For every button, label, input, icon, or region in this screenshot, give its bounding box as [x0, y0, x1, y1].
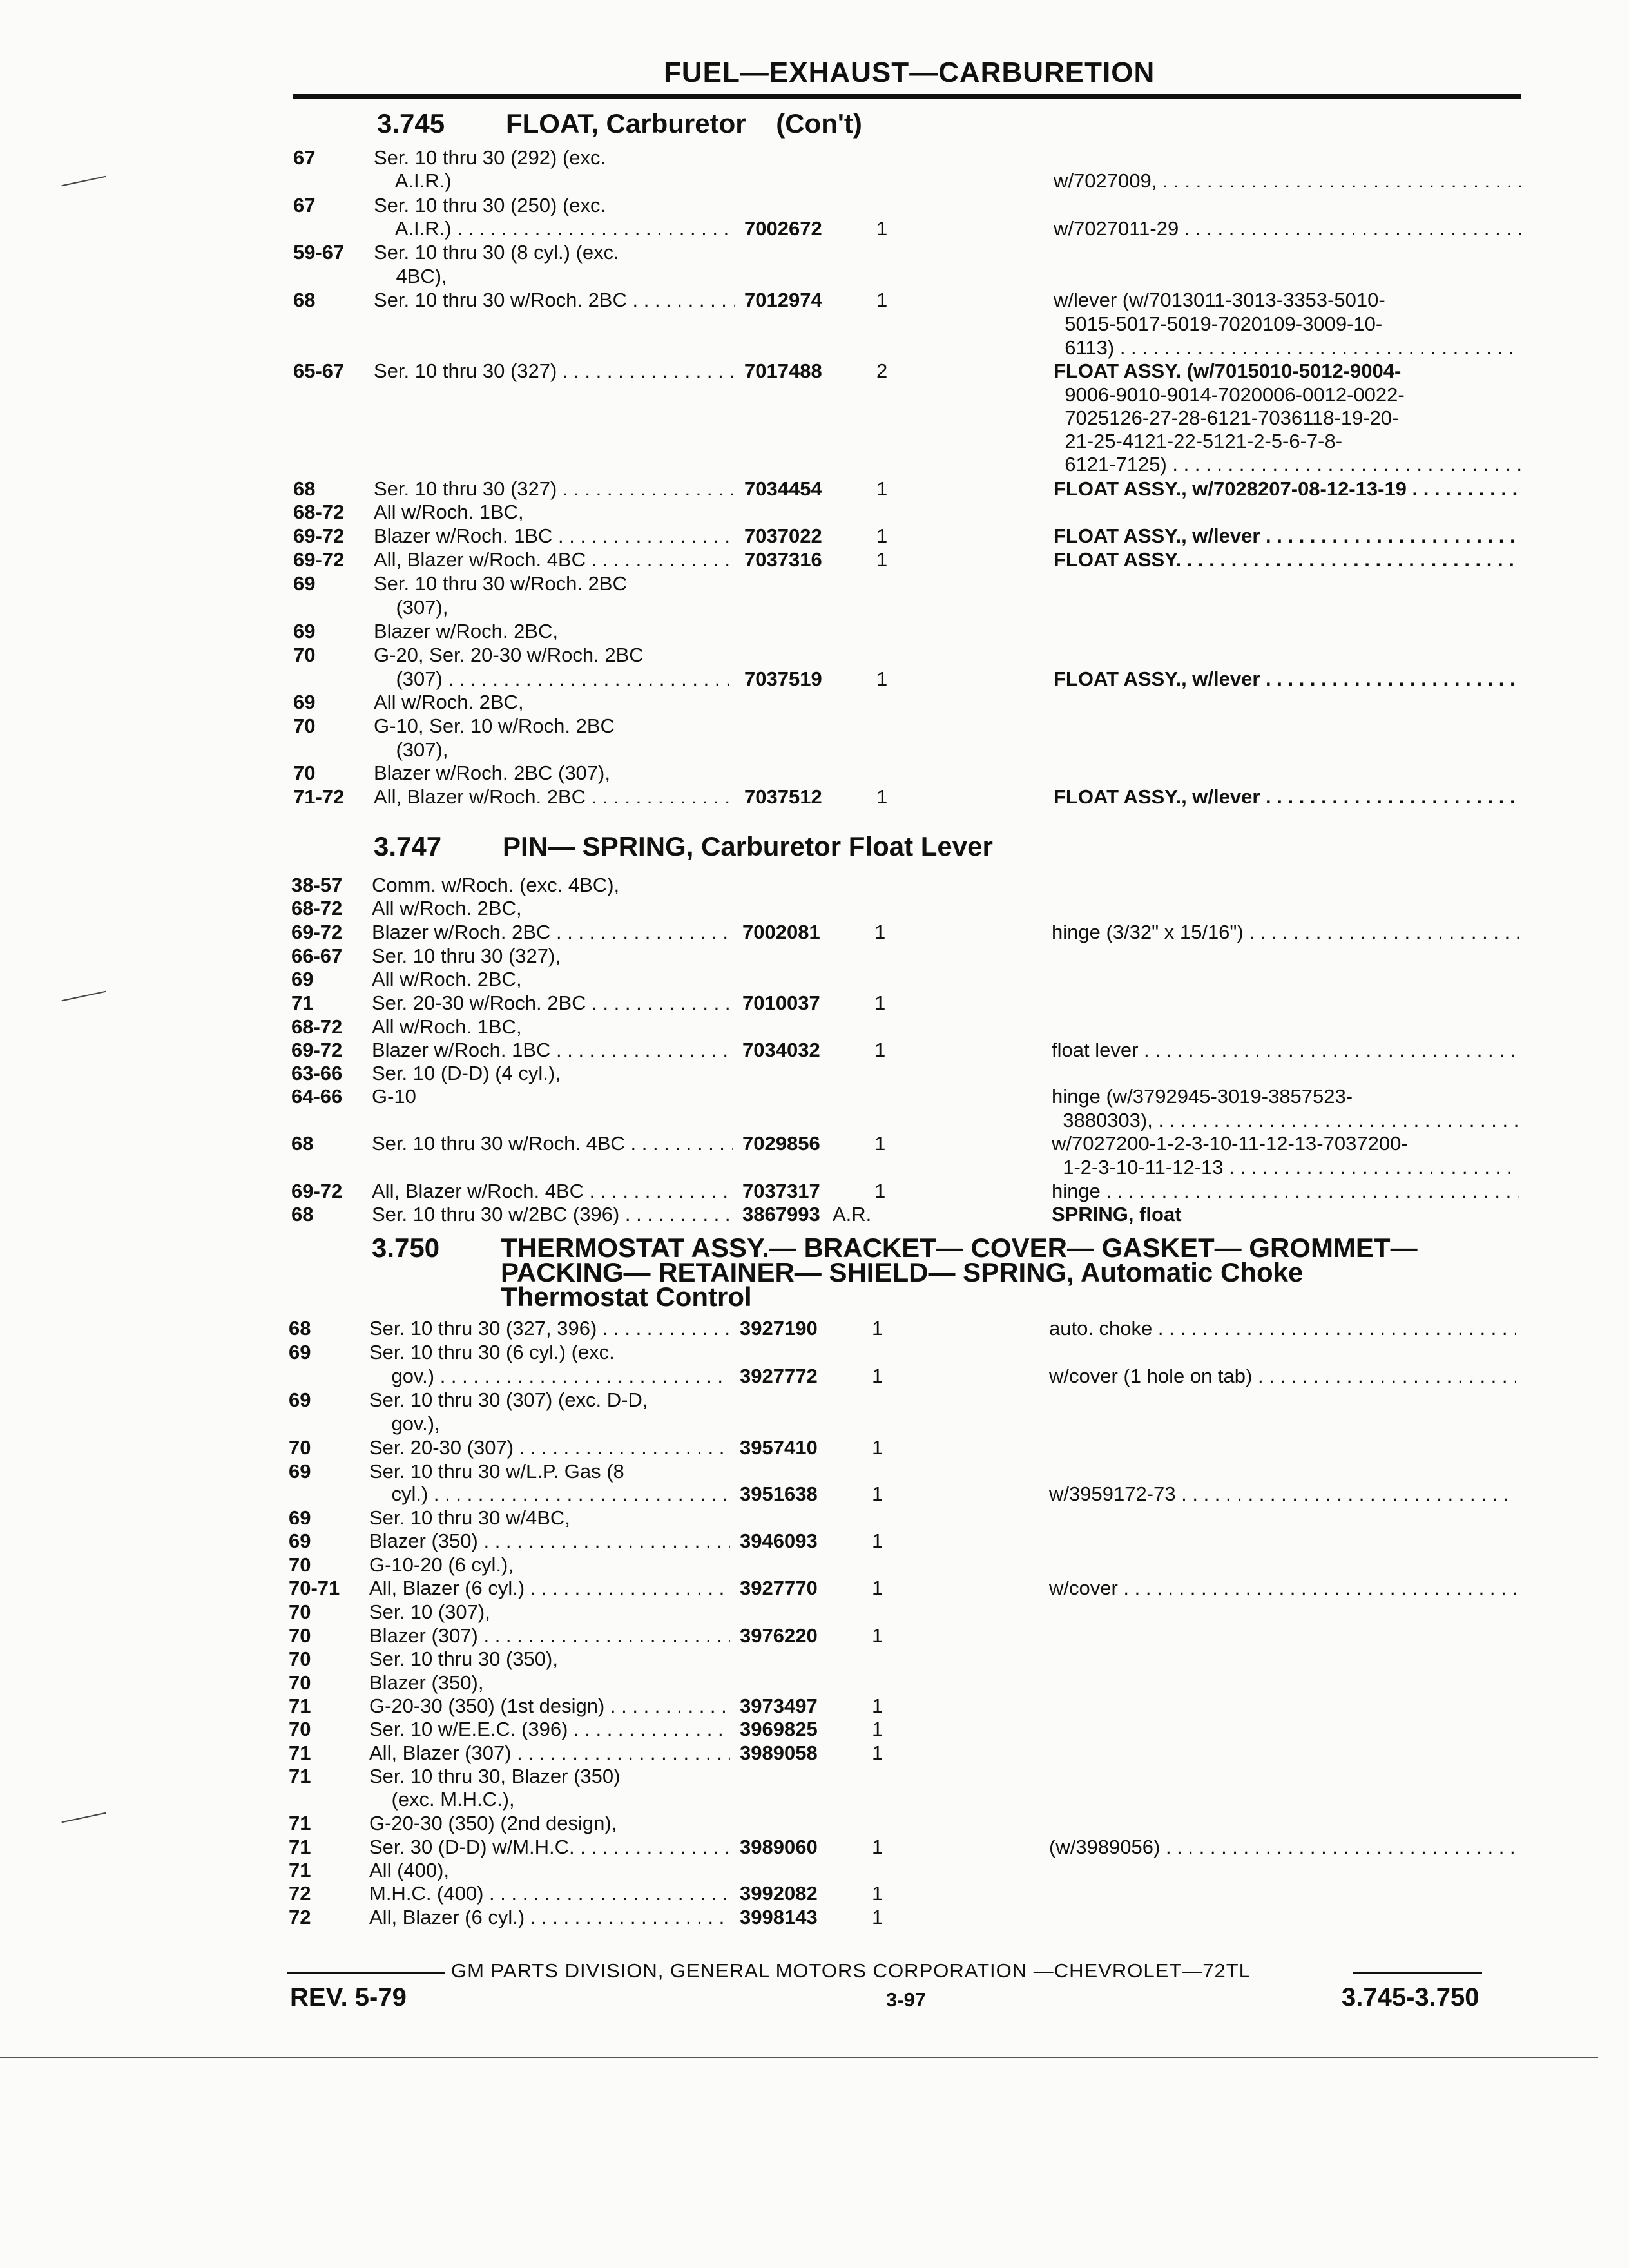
row-remarks: w/lever (w/7013011-3013-3353-5010- — [1054, 289, 1385, 311]
row-year: 71 — [289, 1812, 311, 1834]
section-title-3745: FLOAT, Carburetor (Con't) — [506, 108, 862, 139]
row-quantity: 1 — [872, 1882, 883, 1905]
parts-row — [289, 1671, 1519, 1695]
row-year: 69-72 — [291, 921, 343, 943]
row-application: (exc. M.H.C.), — [369, 1788, 515, 1811]
header-rule — [293, 94, 1521, 99]
row-application: 4BC), — [374, 265, 447, 287]
parts-row — [291, 1179, 1522, 1203]
row-part-number: 3989060 — [740, 1836, 818, 1858]
section-title-3750-line2: PACKING— RETAINER— SHIELD— SPRING, Automatic Choke — [501, 1257, 1304, 1287]
row-quantity: 1 — [874, 1180, 886, 1202]
row-application: Ser. 10 thru 30 (307) (exc. D-D, — [369, 1389, 648, 1411]
parts-row — [291, 944, 1522, 968]
parts-row — [293, 572, 1524, 595]
row-year: 63-66 — [291, 1062, 343, 1084]
row-year: 69 — [293, 691, 316, 713]
footer-page-number: 3-97 — [886, 1988, 927, 2011]
row-year: 71 — [289, 1695, 311, 1717]
row-part-number: 3998143 — [740, 1906, 818, 1928]
row-year: 68 — [289, 1317, 311, 1340]
row-year: 70 — [289, 1600, 311, 1623]
parts-row — [291, 896, 1522, 920]
parts-row — [291, 991, 1522, 1015]
row-remarks: 5015-5017-5019-7020109-3009-10- — [1054, 312, 1383, 335]
parts-row — [289, 1553, 1519, 1577]
row-remarks: auto. choke . . . — [1049, 1316, 1516, 1340]
row-remarks: 6113) . . . — [1054, 336, 1521, 360]
row-year: 38-57 — [291, 874, 343, 896]
parts-row — [289, 1576, 1519, 1600]
row-application: All (400), — [369, 1859, 450, 1881]
footer-corporation-line: GM PARTS DIVISION, GENERAL MOTORS CORPORATION —CHEVROLET—72TL — [451, 1959, 1251, 1982]
row-quantity: 1 — [872, 1436, 883, 1459]
row-application: Ser. 10 thru 30 w/2BC (396) . . . — [372, 1202, 733, 1226]
row-remarks: 3880303), . . . — [1052, 1108, 1519, 1132]
row-year: 70 — [293, 715, 316, 737]
row-year: 69 — [293, 572, 316, 595]
parts-row — [293, 264, 1524, 288]
parts-row — [291, 1155, 1522, 1179]
row-year: 59-67 — [293, 241, 345, 264]
row-application: Ser. 10 thru 30 w/L.P. Gas (8 — [369, 1460, 624, 1483]
row-year: 67 — [293, 146, 316, 169]
row-year: 69 — [293, 620, 316, 642]
row-application: cyl.) . . . — [369, 1482, 730, 1506]
parts-row — [289, 1316, 1519, 1340]
parts-row — [289, 1600, 1519, 1624]
parts-row — [289, 1717, 1519, 1741]
row-remarks: w/7027009, . . . — [1054, 169, 1521, 193]
row-application: Ser. 20-30 w/Roch. 2BC . . . — [372, 991, 733, 1015]
parts-row — [293, 785, 1524, 809]
punch-mark — [62, 991, 106, 1002]
parts-row — [289, 1811, 1519, 1835]
parts-row — [289, 1881, 1519, 1905]
parts-row — [293, 524, 1524, 548]
row-quantity: 1 — [872, 1483, 883, 1505]
row-remarks: FLOAT ASSY., w/lever . . . — [1054, 524, 1521, 548]
row-remarks: w/cover . . . — [1049, 1576, 1516, 1600]
row-application: G-10-20 (6 cyl.), — [369, 1553, 514, 1576]
row-year: 71 — [291, 992, 314, 1014]
parts-row — [291, 1108, 1522, 1132]
row-application: gov.) . . . — [369, 1364, 730, 1388]
row-part-number: 3927190 — [740, 1317, 818, 1340]
row-application: Blazer (350) . . . — [369, 1529, 730, 1553]
row-quantity: 1 — [876, 524, 888, 547]
parts-row — [289, 1835, 1519, 1859]
row-year: 71 — [289, 1765, 311, 1787]
row-part-number: 7037316 — [744, 548, 822, 571]
row-remarks: w/3959172-73 . . . — [1049, 1482, 1516, 1506]
row-application: Ser. 10 thru 30 (327) . . . — [374, 359, 735, 383]
row-year: 69-72 — [291, 1039, 343, 1061]
row-year: 68 — [293, 477, 316, 500]
row-application: gov.), — [369, 1412, 440, 1435]
parts-row — [293, 452, 1524, 476]
parts-row — [289, 1858, 1519, 1882]
row-application: All, Blazer w/Roch. 4BC . . . — [374, 548, 735, 572]
section-title-3747: PIN— SPRING, Carburetor Float Lever — [503, 831, 993, 861]
row-year: 68-72 — [293, 501, 345, 523]
row-quantity: 2 — [876, 360, 888, 382]
row-year: 64-66 — [291, 1085, 343, 1108]
parts-row — [293, 383, 1524, 407]
row-application: All w/Roch. 2BC, — [372, 897, 522, 919]
parts-row — [293, 477, 1524, 501]
row-part-number: 3946093 — [740, 1530, 818, 1552]
row-application: Comm. w/Roch. (exc. 4BC), — [372, 874, 620, 896]
row-year: 69-72 — [293, 524, 345, 547]
row-part-number: 7037022 — [744, 524, 822, 547]
row-year: 70 — [293, 644, 316, 666]
row-year: 72 — [289, 1906, 311, 1928]
parts-row — [291, 967, 1522, 991]
row-application: Ser. 10 (D-D) (4 cyl.), — [372, 1062, 561, 1084]
row-application: Ser. 10 thru 30 w/Roch. 2BC . . . — [374, 288, 735, 312]
parts-row — [289, 1529, 1519, 1553]
footer-revision: REV. 5-79 — [290, 1983, 407, 2012]
footer-rule-right — [1353, 1972, 1482, 1974]
row-remarks: w/7027200-1-2-3-10-11-12-13-7037200- — [1052, 1132, 1408, 1155]
parts-row — [289, 1388, 1519, 1412]
row-application: Blazer w/Roch. 1BC . . . — [372, 1038, 733, 1062]
row-remarks: 21-25-4121-22-5121-2-5-6-7-8- — [1054, 430, 1343, 452]
row-part-number: 7037519 — [744, 668, 822, 690]
row-application: All, Blazer (6 cyl.) . . . — [369, 1576, 730, 1600]
row-quantity: 1 — [872, 1836, 883, 1858]
row-application: G-10, Ser. 10 w/Roch. 2BC — [374, 715, 615, 737]
row-year: 70 — [289, 1648, 311, 1670]
parts-row — [293, 288, 1524, 312]
row-year: 68 — [291, 1203, 314, 1225]
row-application: G-20-30 (350) (2nd design), — [369, 1812, 617, 1834]
row-year: 68 — [293, 289, 316, 311]
row-quantity: 1 — [872, 1906, 883, 1928]
row-remarks: hinge (w/3792945-3019-3857523- — [1052, 1085, 1353, 1108]
row-remarks: 7025126-27-28-6121-7036118-19-20- — [1054, 407, 1399, 429]
row-quantity: 1 — [872, 1530, 883, 1552]
row-year: 69 — [289, 1460, 311, 1483]
row-quantity: 1 — [872, 1317, 883, 1340]
row-remarks: 6121-7125) . . . — [1054, 452, 1521, 476]
section-number-3745: 3.745 — [377, 108, 445, 139]
parts-row — [293, 336, 1524, 360]
row-application: All w/Roch. 1BC, — [374, 501, 524, 523]
row-application: (307) . . . — [374, 667, 735, 691]
row-quantity: 1 — [872, 1624, 883, 1647]
parts-row — [289, 1764, 1519, 1788]
row-remarks: float lever . . . — [1052, 1038, 1519, 1062]
row-application: (307), — [374, 596, 448, 619]
row-application: Ser. 20-30 (307) . . . — [369, 1436, 730, 1459]
parts-row — [291, 1038, 1522, 1062]
row-quantity: 1 — [876, 289, 888, 311]
parts-row — [293, 761, 1524, 785]
row-year: 68-72 — [291, 1015, 343, 1038]
row-application: Ser. 10 thru 30 (327, 396) . . . — [369, 1316, 730, 1340]
row-application: All, Blazer w/Roch. 4BC . . . — [372, 1179, 733, 1203]
row-application: Ser. 10 thru 30 (327), — [372, 945, 561, 967]
parts-row — [293, 406, 1524, 430]
parts-row — [291, 1015, 1522, 1039]
row-year: 70 — [289, 1553, 311, 1576]
row-year: 70 — [289, 1718, 311, 1740]
row-quantity: 1 — [874, 1132, 886, 1155]
section-title-3750-line1: THERMOSTAT ASSY.— BRACKET— COVER— GASKET— GROMMET— — [501, 1233, 1418, 1263]
section-number-3747: 3.747 — [374, 831, 442, 861]
punch-mark — [62, 176, 106, 187]
parts-row — [293, 146, 1524, 169]
row-application: Blazer w/Roch. 2BC . . . — [372, 920, 733, 944]
footer-section-range: 3.745-3.750 — [1342, 1983, 1480, 2012]
row-application: G-20, Ser. 20-30 w/Roch. 2BC — [374, 644, 644, 666]
row-part-number: 7002672 — [744, 217, 822, 240]
parts-row — [293, 429, 1524, 453]
row-quantity: 1 — [872, 1718, 883, 1740]
row-quantity: 1 — [872, 1577, 883, 1599]
row-application: A.I.R.) . . . — [374, 216, 735, 240]
row-application: Ser. 10 thru 30 (8 cyl.) (exc. — [374, 241, 619, 264]
parts-row — [293, 619, 1524, 643]
parts-row — [289, 1647, 1519, 1671]
row-year: 69 — [289, 1506, 311, 1529]
row-application: Blazer w/Roch. 1BC . . . — [374, 524, 735, 548]
row-part-number: 3927772 — [740, 1365, 818, 1387]
row-part-number: 3989058 — [740, 1742, 818, 1764]
row-quantity: 1 — [874, 992, 886, 1014]
row-part-number: 3973497 — [740, 1695, 818, 1717]
row-quantity: 1 — [872, 1695, 883, 1717]
parts-row — [289, 1340, 1519, 1364]
row-application: All, Blazer w/Roch. 2BC . . . — [374, 785, 735, 809]
parts-row — [289, 1364, 1519, 1388]
parts-row — [293, 169, 1524, 193]
row-quantity: 1 — [876, 217, 888, 240]
row-year: 71-72 — [293, 785, 345, 808]
punch-mark — [62, 1812, 106, 1823]
row-remarks: FLOAT ASSY., w/lever . . . — [1054, 785, 1521, 809]
parts-row — [289, 1436, 1519, 1459]
parts-row — [289, 1624, 1519, 1648]
row-year: 70 — [289, 1671, 311, 1694]
row-remarks: w/7027011-29 . . . — [1054, 216, 1521, 240]
row-part-number: 7002081 — [742, 921, 820, 943]
row-application: Ser. 10 thru 30 w/4BC, — [369, 1506, 570, 1529]
row-year: 70-71 — [289, 1577, 340, 1599]
parts-row — [291, 1202, 1522, 1226]
row-application: Ser. 10 thru 30 (292) (exc. — [374, 146, 606, 169]
row-year: 69 — [289, 1389, 311, 1411]
row-quantity: 1 — [876, 785, 888, 808]
parts-row — [289, 1506, 1519, 1530]
row-application: G-20-30 (350) (1st design) . . . — [369, 1694, 730, 1718]
parts-row — [293, 595, 1524, 619]
row-application: Ser. 10 w/E.E.C. (396) . . . — [369, 1717, 730, 1741]
row-application: A.I.R.) — [374, 169, 452, 192]
parts-row — [293, 738, 1524, 762]
row-application: Blazer (307) . . . — [369, 1624, 730, 1648]
row-application: Ser. 10 thru 30 w/Roch. 4BC . . . — [372, 1131, 733, 1155]
parts-row — [293, 312, 1524, 336]
row-year: 68 — [291, 1132, 314, 1155]
parts-row — [291, 920, 1522, 944]
row-application: G-10 — [372, 1085, 416, 1108]
row-remarks: FLOAT ASSY., w/lever . . . — [1054, 667, 1521, 691]
row-year: 68-72 — [291, 897, 343, 919]
parts-row — [291, 1061, 1522, 1085]
row-part-number: 7034454 — [744, 477, 822, 500]
row-application: All, Blazer (307) . . . — [369, 1741, 730, 1765]
parts-row — [293, 714, 1524, 738]
row-part-number: 7029856 — [742, 1132, 820, 1155]
parts-row — [293, 216, 1524, 240]
row-remarks: SPRING, float — [1052, 1203, 1182, 1225]
row-year: 71 — [289, 1742, 311, 1764]
row-year: 71 — [289, 1836, 311, 1858]
row-part-number: 3992082 — [740, 1882, 818, 1905]
row-part-number: 3927770 — [740, 1577, 818, 1599]
row-year: 69 — [289, 1530, 311, 1552]
row-application: All w/Roch. 1BC, — [372, 1015, 522, 1038]
row-year: 69 — [289, 1341, 311, 1363]
row-application: Blazer w/Roch. 2BC (307), — [374, 762, 610, 784]
row-quantity: 1 — [874, 921, 886, 943]
row-quantity: 1 — [876, 477, 888, 500]
parts-row — [289, 1412, 1519, 1436]
parts-row — [293, 193, 1524, 217]
row-application: Ser. 10 thru 30 w/Roch. 2BC — [374, 572, 627, 595]
parts-row — [289, 1459, 1519, 1483]
row-quantity: 1 — [876, 548, 888, 571]
row-remarks: FLOAT ASSY. (w/7015010-5012-9004- — [1054, 360, 1402, 382]
section-title-3750-line3: Thermostat Control — [501, 1282, 752, 1312]
row-year: 69-72 — [293, 548, 345, 571]
row-quantity: 1 — [872, 1365, 883, 1387]
parts-row — [291, 1131, 1522, 1155]
row-application: Ser. 10 thru 30 (6 cyl.) (exc. — [369, 1341, 615, 1363]
parts-row — [291, 873, 1522, 897]
row-part-number: 7034032 — [742, 1039, 820, 1061]
parts-row — [293, 643, 1524, 667]
parts-row — [289, 1482, 1519, 1506]
row-year: 66-67 — [291, 945, 343, 967]
row-part-number: 3976220 — [740, 1624, 818, 1647]
section-number-3750: 3.750 — [372, 1233, 440, 1263]
row-year: 71 — [289, 1859, 311, 1881]
row-year: 69 — [291, 968, 314, 990]
parts-row — [291, 1084, 1522, 1108]
row-application: Ser. 10 thru 30, Blazer (350) — [369, 1765, 621, 1787]
footer-rule-left — [287, 1972, 445, 1974]
row-part-number: 7012974 — [744, 289, 822, 311]
row-remarks: 9006-9010-9014-7020006-0012-0022- — [1054, 383, 1405, 406]
row-application: All w/Roch. 2BC, — [374, 691, 524, 713]
row-quantity: 1 — [872, 1742, 883, 1764]
row-remarks: FLOAT ASSY., w/7028207-08-12-13-19 . . . — [1054, 477, 1521, 501]
page-header-title: FUEL—EXHAUST—CARBURETION — [664, 57, 1155, 88]
parts-row — [293, 500, 1524, 524]
row-application: All, Blazer (6 cyl.) . . . — [369, 1905, 730, 1929]
parts-row — [293, 548, 1524, 572]
row-quantity: 1 — [876, 668, 888, 690]
parts-row — [289, 1905, 1519, 1929]
row-application: Blazer w/Roch. 2BC, — [374, 620, 558, 642]
row-remarks: w/cover (1 hole on tab) . . . — [1049, 1364, 1516, 1388]
row-application: Ser. 10 thru 30 (327) . . . — [374, 477, 735, 501]
row-remarks: hinge (3/32" x 15/16") . . . — [1052, 920, 1519, 944]
row-remarks: hinge . . . — [1052, 1179, 1519, 1203]
parts-row — [293, 359, 1524, 383]
row-year: 72 — [289, 1882, 311, 1905]
row-quantity: A.R. — [833, 1203, 872, 1225]
row-part-number: 7037512 — [744, 785, 822, 808]
row-quantity: 1 — [874, 1039, 886, 1061]
row-application: Ser. 10 thru 30 (350), — [369, 1648, 558, 1670]
row-part-number: 3969825 — [740, 1718, 818, 1740]
row-part-number: 3951638 — [740, 1483, 818, 1505]
row-part-number: 7010037 — [742, 992, 820, 1014]
row-remarks: FLOAT ASSY. . . . — [1054, 548, 1521, 572]
parts-row — [289, 1694, 1519, 1718]
parts-row — [293, 240, 1524, 264]
row-application: Ser. 10 thru 30 (250) (exc. — [374, 194, 606, 216]
row-application: All w/Roch. 2BC, — [372, 968, 522, 990]
row-remarks: 1-2-3-10-11-12-13 . . . — [1052, 1155, 1519, 1179]
row-year: 70 — [289, 1436, 311, 1459]
row-year: 67 — [293, 194, 316, 216]
row-year: 69-72 — [291, 1180, 343, 1202]
row-application: Blazer (350), — [369, 1671, 484, 1694]
parts-row — [293, 667, 1524, 691]
row-application: (307), — [374, 738, 448, 761]
parts-row — [293, 690, 1524, 714]
parts-row — [289, 1741, 1519, 1765]
row-application: Ser. 10 (307), — [369, 1600, 490, 1623]
scan-edge-line — [0, 2057, 1598, 2058]
row-application: M.H.C. (400) . . . — [369, 1881, 730, 1905]
row-remarks: (w/3989056) . . . — [1049, 1835, 1516, 1859]
row-part-number: 7037317 — [742, 1180, 820, 1202]
row-year: 70 — [289, 1624, 311, 1647]
row-year: 70 — [293, 762, 316, 784]
parts-row — [289, 1787, 1519, 1811]
row-part-number: 3957410 — [740, 1436, 818, 1459]
row-application: Ser. 30 (D-D) w/M.H.C. . . . — [369, 1835, 730, 1859]
row-part-number: 7017488 — [744, 360, 822, 382]
row-part-number: 3867993 — [742, 1203, 820, 1225]
row-year: 65-67 — [293, 360, 345, 382]
